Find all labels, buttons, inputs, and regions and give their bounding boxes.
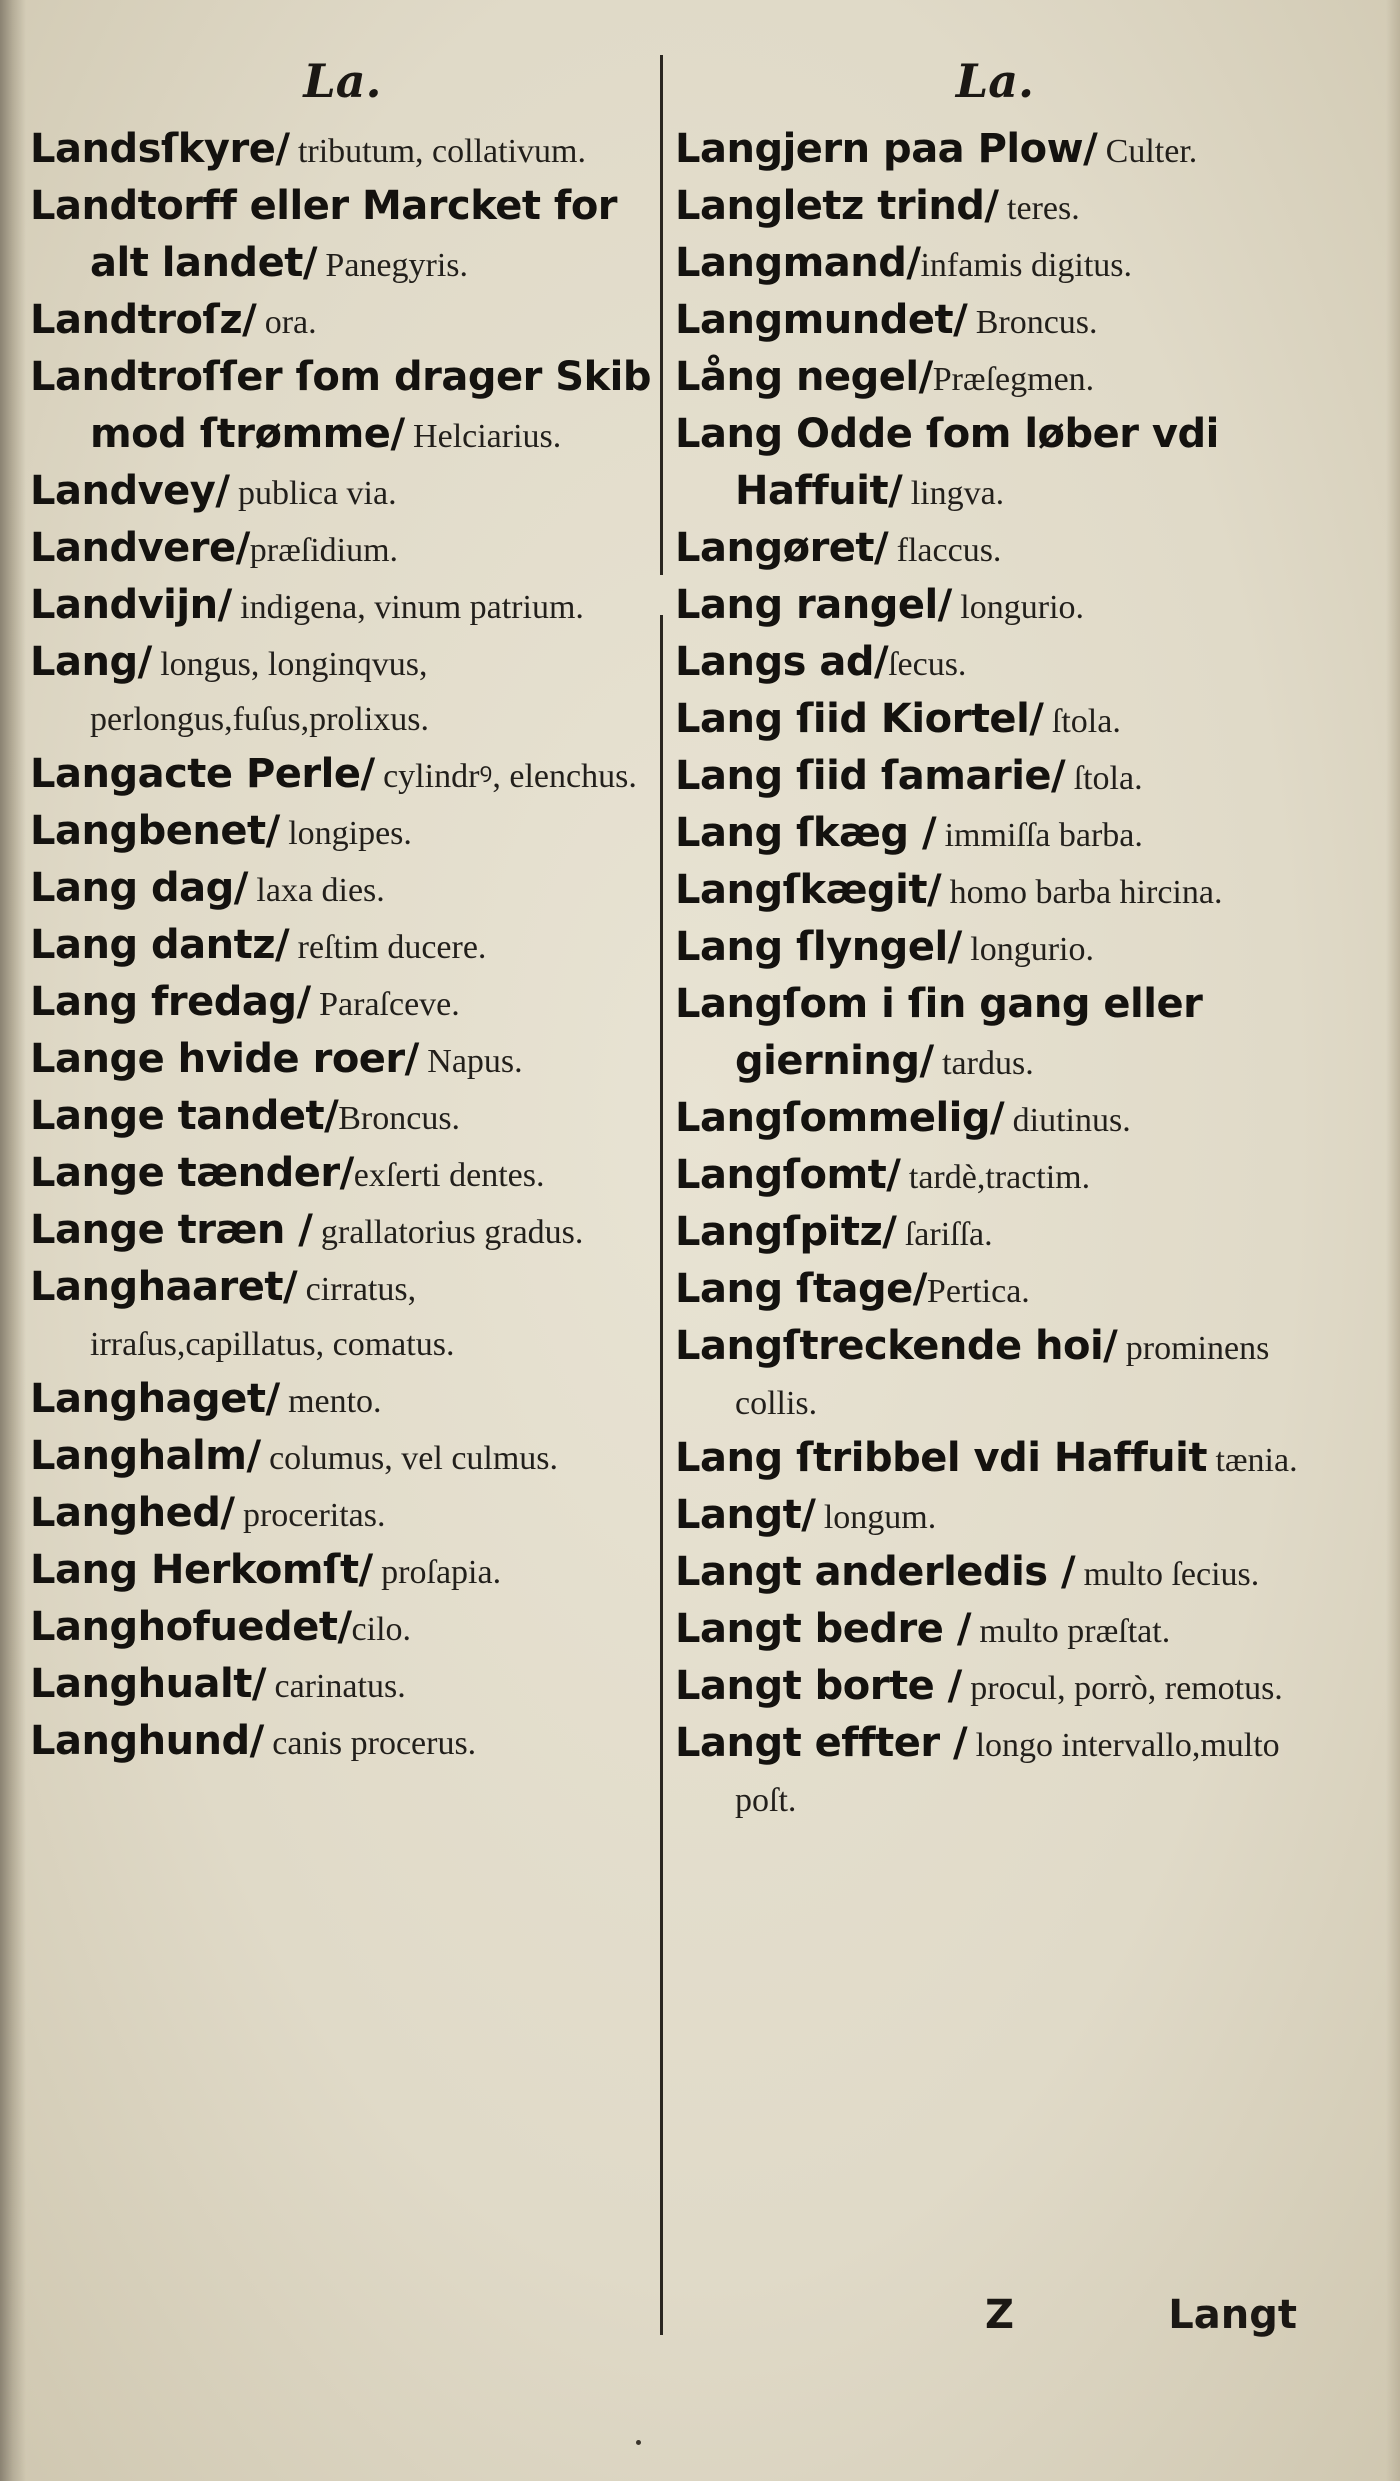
catchword: Langt <box>1168 2292 1297 2338</box>
dictionary-entry <box>675 1431 1315 1488</box>
dictionary-entry <box>30 1032 655 1089</box>
entry-latin-gloss: laxa dies. <box>247 872 385 909</box>
entry-latin-gloss: exſerti dentes. <box>353 1157 545 1194</box>
dictionary-entry <box>30 804 655 861</box>
entry-latin-gloss: longum. <box>815 1499 937 1536</box>
entry-latin-gloss: homo barba hircina. <box>941 874 1223 911</box>
entry-headword: Lang rangel/ <box>675 582 952 628</box>
entry-latin-gloss: longurio. <box>961 931 1094 968</box>
entry-latin-gloss: ſtola. <box>1065 760 1143 797</box>
entry-headword: Landtorff eller Marcket for alt landet/ <box>30 183 618 286</box>
entry-headword: Lang fredag/ <box>30 979 311 1025</box>
dictionary-entry <box>30 1600 655 1657</box>
entry-headword: Landtroſz/ <box>30 297 257 343</box>
entry-headword: Lang ſiid ſamarie/ <box>675 753 1066 799</box>
dictionary-entry <box>675 407 1315 521</box>
dictionary-entry <box>30 861 655 918</box>
dictionary-entry <box>675 1602 1315 1659</box>
entry-latin-gloss: multo ſecius. <box>1075 1556 1260 1593</box>
dictionary-entry <box>30 1429 655 1486</box>
dictionary-entry <box>30 747 655 804</box>
dictionary-entry <box>675 1545 1315 1602</box>
entry-latin-gloss: publica via. <box>229 475 397 512</box>
entry-headword: Langacte Perle/ <box>30 751 375 797</box>
entry-headword: Langøret/ <box>675 525 889 571</box>
entry-headword: Langjern paa Plow/ <box>675 126 1098 172</box>
left-column <box>30 40 655 1771</box>
dictionary-entry <box>30 635 655 747</box>
dictionary-entry <box>30 1657 655 1714</box>
dictionary-entry <box>675 1091 1315 1148</box>
left-entry-list <box>30 122 655 1771</box>
entry-latin-gloss: reſtim ducere. <box>289 929 487 966</box>
entry-latin-gloss: ſtola. <box>1043 703 1121 740</box>
entry-headword: Lange tænder/ <box>30 1150 354 1196</box>
entry-latin-gloss: procul, porrò, remotus. <box>961 1670 1283 1707</box>
entry-headword: Lång negel/ <box>675 354 933 400</box>
column-divider-upper <box>660 55 663 575</box>
entry-latin-gloss: mento. <box>279 1383 382 1420</box>
entry-headword: Langſom i ſin gang eller gierning/ <box>675 981 1203 1084</box>
entry-latin-gloss: Panegyris. <box>316 247 469 284</box>
entry-latin-gloss: cirratus, irraſus,capillatus, comatus. <box>90 1271 455 1363</box>
dictionary-entry <box>675 350 1315 407</box>
entry-headword: Langhed/ <box>30 1490 235 1536</box>
entry-latin-gloss: præſidium. <box>249 532 399 569</box>
entry-headword: Lang dag/ <box>30 865 248 911</box>
entry-latin-gloss: Helciarius. <box>404 418 562 455</box>
dictionary-entry <box>30 918 655 975</box>
entry-latin-gloss: diutinus. <box>1004 1102 1131 1139</box>
entry-latin-gloss: longurio. <box>951 589 1085 626</box>
entry-latin-gloss: immiſſa barba. <box>936 817 1143 854</box>
entry-headword: Lang dantz/ <box>30 922 290 968</box>
entry-headword: Langſommelig/ <box>675 1095 1005 1141</box>
dictionary-entry <box>675 977 1315 1091</box>
entry-headword: Landvijn/ <box>30 582 232 628</box>
entry-latin-gloss: lingva. <box>902 475 1005 512</box>
dictionary-entry <box>30 521 655 578</box>
entry-headword: Landtroſſer ſom drager Skib mod ſtrømme/ <box>30 354 652 457</box>
entry-latin-gloss: carinatus. <box>265 1668 406 1705</box>
entry-latin-gloss: canis procerus. <box>263 1725 477 1762</box>
entry-latin-gloss: tardus. <box>933 1045 1034 1082</box>
entry-headword: Langhualt/ <box>30 1661 266 1707</box>
dictionary-entry <box>30 1543 655 1600</box>
dictionary-entry <box>30 1203 655 1260</box>
right-column <box>675 40 1315 1828</box>
dictionary-entry <box>675 236 1315 293</box>
entry-headword: Langmand/ <box>675 240 921 286</box>
entry-latin-gloss: cylindrꝰ, elenchus. <box>374 758 637 795</box>
dictionary-entry <box>30 1260 655 1372</box>
entry-latin-gloss: indigena, vinum patrium. <box>231 589 584 626</box>
entry-headword: Lang ſlyngel/ <box>675 924 962 970</box>
entry-headword: Lang ſiid Kiortel/ <box>675 696 1044 742</box>
dictionary-entry <box>675 863 1315 920</box>
dictionary-entry <box>30 464 655 521</box>
signature-mark: Z <box>985 2292 1015 2338</box>
dictionary-entry <box>30 179 655 293</box>
dictionary-entry <box>30 975 655 1032</box>
entry-headword: Langt borte / <box>675 1663 962 1709</box>
entry-latin-gloss: tributum, collativum. <box>289 133 586 170</box>
dictionary-entry <box>30 1089 655 1146</box>
entry-latin-gloss: longo intervallo,multo poſt. <box>735 1727 1280 1819</box>
entry-latin-gloss: longipes. <box>279 815 412 852</box>
entry-headword: Landvere/ <box>30 525 250 571</box>
entry-headword: Langhaaret/ <box>30 1264 298 1310</box>
dictionary-entry <box>675 122 1315 179</box>
dictionary-entry <box>30 122 655 179</box>
entry-latin-gloss: prominens collis. <box>735 1330 1270 1422</box>
dictionary-entry <box>675 692 1315 749</box>
entry-headword: Lange hvide roer/ <box>30 1036 419 1082</box>
entry-latin-gloss: ora. <box>256 304 317 341</box>
entry-latin-gloss: Broncus. <box>967 304 1098 341</box>
entry-latin-gloss: Præſegmen. <box>932 361 1095 398</box>
entry-headword: Langhofuedet/ <box>30 1604 352 1650</box>
entry-latin-gloss: tænia. <box>1206 1442 1298 1479</box>
dictionary-entry <box>675 578 1315 635</box>
entry-latin-gloss: infamis digitus. <box>920 247 1133 284</box>
binding-gutter-shadow <box>0 0 26 2481</box>
right-column-header: La. <box>955 54 1035 108</box>
entry-headword: Langt bedre / <box>675 1606 971 1652</box>
entry-latin-gloss: tardè,tractim. <box>900 1159 1091 1196</box>
dictionary-entry <box>675 1319 1315 1431</box>
entry-headword: Langt/ <box>675 1492 816 1538</box>
entry-latin-gloss: Napus. <box>418 1043 523 1080</box>
dictionary-entry <box>30 293 655 350</box>
entry-headword: Landvey/ <box>30 468 230 514</box>
entry-headword: Lang ſtage/ <box>675 1266 927 1312</box>
dictionary-entry <box>675 1148 1315 1205</box>
entry-headword: Langſomt/ <box>675 1152 901 1198</box>
dictionary-entry <box>30 350 655 464</box>
entry-headword: Lang Odde ſom løber vdi Haffuit/ <box>675 411 1219 514</box>
entry-latin-gloss: flaccus. <box>888 532 1002 569</box>
dictionary-entry <box>675 806 1315 863</box>
page-edge-shadow <box>1386 0 1400 2481</box>
entry-latin-gloss: columus, vel culmus. <box>260 1440 559 1477</box>
dictionary-entry <box>675 1205 1315 1262</box>
entry-headword: Langs ad/ <box>675 639 889 685</box>
entry-headword: Lang ſkæg / <box>675 810 937 856</box>
dictionary-entry <box>30 1146 655 1203</box>
entry-headword: Langhalm/ <box>30 1433 261 1479</box>
entry-headword: Langt effter / <box>675 1720 968 1766</box>
left-column-header: La. <box>303 54 382 108</box>
dictionary-entry <box>675 920 1315 977</box>
dictionary-entry <box>675 179 1315 236</box>
column-divider-lower <box>660 615 663 2335</box>
entry-headword: Lange tandet/ <box>30 1093 339 1139</box>
right-entry-list <box>675 122 1315 1828</box>
entry-latin-gloss: Paraſceve. <box>310 986 460 1023</box>
entry-headword: Langletz trind/ <box>675 183 999 229</box>
entry-latin-gloss: Pertica. <box>926 1273 1030 1310</box>
entry-latin-gloss: cilo. <box>351 1611 412 1648</box>
entry-headword: Langſtreckende hoi/ <box>675 1323 1118 1369</box>
entry-latin-gloss: Broncus. <box>338 1100 461 1137</box>
entry-latin-gloss: ſecus. <box>888 646 967 683</box>
page-footer <box>675 2292 1315 2352</box>
entry-headword: Lang Herkomſt/ <box>30 1547 373 1593</box>
entry-headword: Langſkægit/ <box>675 867 942 913</box>
entry-latin-gloss: proſapia. <box>372 1554 502 1591</box>
dictionary-entry <box>675 1659 1315 1716</box>
ink-speck <box>636 2440 641 2445</box>
dictionary-entry <box>675 521 1315 578</box>
entry-latin-gloss: longus, longinqvus, perlongus,fuſus,prolixus. <box>90 646 430 738</box>
entry-headword: Langhund/ <box>30 1718 264 1764</box>
entry-headword: Langmundet/ <box>675 297 968 343</box>
entry-headword: Langt anderledis / <box>675 1549 1076 1595</box>
entry-headword: Landsſkyre/ <box>30 126 290 172</box>
entry-latin-gloss: teres. <box>998 190 1080 227</box>
dictionary-entry <box>30 1486 655 1543</box>
dictionary-entry <box>675 635 1315 692</box>
entry-headword: Lange træn / <box>30 1207 313 1253</box>
dictionary-entry <box>675 1716 1315 1828</box>
entry-headword: Lang ſtribbel vdi Haffuit <box>675 1435 1207 1481</box>
dictionary-entry <box>675 1262 1315 1319</box>
entry-latin-gloss: multo præſtat. <box>970 1613 1171 1650</box>
entry-latin-gloss: grallatorius gradus. <box>312 1214 584 1251</box>
entry-headword: Langbenet/ <box>30 808 280 854</box>
entry-headword: Langhaget/ <box>30 1376 280 1422</box>
dictionary-entry <box>675 749 1315 806</box>
dictionary-entry <box>30 578 655 635</box>
dictionary-entry <box>675 1488 1315 1545</box>
entry-latin-gloss: proceritas. <box>234 1497 386 1534</box>
dictionary-entry <box>675 293 1315 350</box>
entry-headword: Langſpitz/ <box>675 1209 897 1255</box>
dictionary-entry <box>30 1372 655 1429</box>
entry-latin-gloss: Culter. <box>1097 133 1198 170</box>
dictionary-entry <box>30 1714 655 1771</box>
entry-headword: Lang/ <box>30 639 152 685</box>
entry-latin-gloss: ſariſſa. <box>896 1216 993 1253</box>
